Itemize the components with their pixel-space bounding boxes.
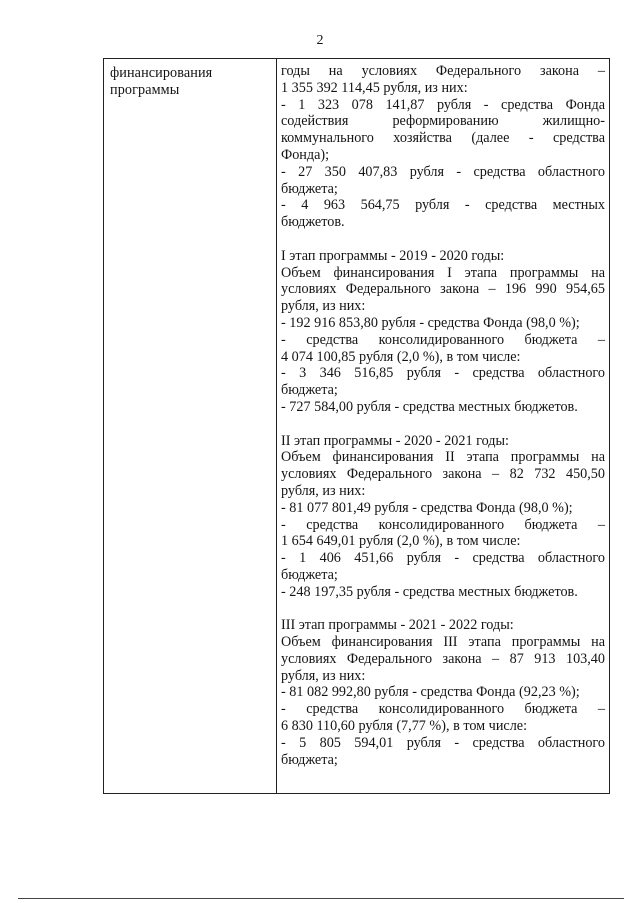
- text-line: III этап программы - 2021 - 2022 годы:: [281, 617, 514, 634]
- text-line: - 727 584,00 рубля - средства местных бюджетов.: [281, 398, 578, 415]
- text-line: - 81 082 992,80 рубля - средства Фонда (92,23 %);: [281, 684, 580, 701]
- text-line: содействия реформированию жилищно-: [281, 113, 605, 130]
- column-divider: [276, 59, 277, 793]
- text-line: условиях Федерального закона – 87 913 103,40: [281, 650, 605, 667]
- text-line: годы на условиях Федерального закона –: [281, 63, 605, 79]
- text-line: рубля, из них:: [281, 298, 366, 315]
- text-line: - 1 323 078 141,87 рубля - средства Фонда: [281, 96, 605, 113]
- text-line: 1 654 649,01 рубля (2,0 %), в том числе:: [281, 533, 521, 550]
- text-line: II этап программы - 2020 - 2021 годы:: [281, 432, 509, 449]
- text-line: бюджета;: [281, 180, 338, 197]
- text-line: - 248 197,35 рубля - средства местных бюджетов.: [281, 583, 578, 600]
- text-line: - 1 406 451,66 рубля - средства областного: [281, 550, 605, 567]
- text-line: - средства консолидированного бюджета –: [281, 516, 605, 533]
- row-label-line: программы: [110, 81, 180, 98]
- table-row-content-cell: [281, 63, 605, 768]
- page-number: 2: [316, 33, 324, 48]
- text-line: - 81 077 801,49 рубля - средства Фонда (98,0 %);: [281, 499, 573, 516]
- text-line: Объем финансирования III этапа программы на: [281, 634, 605, 651]
- text-line: рубля, из них:: [281, 667, 366, 684]
- text-line: - 4 963 564,75 рубля - средства местных: [281, 197, 605, 214]
- financing-table: [103, 58, 610, 794]
- text-line: коммунального хозяйства (далее - средства: [281, 130, 605, 147]
- text-line: - 192 916 853,80 рубля - средства Фонда (98,0 %);: [281, 314, 580, 331]
- text-line: Фонда);: [281, 146, 330, 163]
- text-line: 4 074 100,85 рубля (2,0 %), в том числе:: [281, 348, 521, 365]
- text-line: I этап программы - 2019 - 2020 годы:: [281, 247, 505, 264]
- row-label-line: финансирования: [110, 65, 213, 81]
- bottom-rule: [18, 898, 624, 899]
- text-line: условиях Федерального закона – 196 990 954,65: [281, 281, 605, 298]
- text-line: бюджета;: [281, 566, 338, 583]
- paragraph-spacer: [281, 416, 605, 433]
- text-line: рубля, из них:: [281, 482, 366, 499]
- paragraph-spacer: [281, 601, 605, 618]
- text-line: бюджета;: [281, 751, 338, 768]
- text-line: - средства консолидированного бюджета –: [281, 331, 605, 348]
- text-line: 1 355 392 114,45 рубля, из них:: [281, 79, 468, 96]
- text-line: Объем финансирования II этапа программы на: [281, 449, 605, 466]
- table-row-label-cell: [110, 65, 270, 99]
- text-line: Объем финансирования I этапа программы на: [281, 264, 605, 281]
- text-line: - 27 350 407,83 рубля - средства областного: [281, 163, 605, 180]
- paragraph-spacer: [281, 231, 605, 248]
- text-line: 6 830 110,60 рубля (7,77 %), в том числе:: [281, 718, 528, 735]
- text-line: - 3 346 516,85 рубля - средства областного: [281, 365, 605, 382]
- text-line: бюджетов.: [281, 214, 345, 231]
- text-line: условиях Федерального закона – 82 732 450,50: [281, 466, 605, 483]
- text-line: бюджета;: [281, 382, 338, 399]
- text-line: - 5 805 594,01 рубля - средства областного: [281, 734, 605, 751]
- text-line: - средства консолидированного бюджета –: [281, 701, 605, 718]
